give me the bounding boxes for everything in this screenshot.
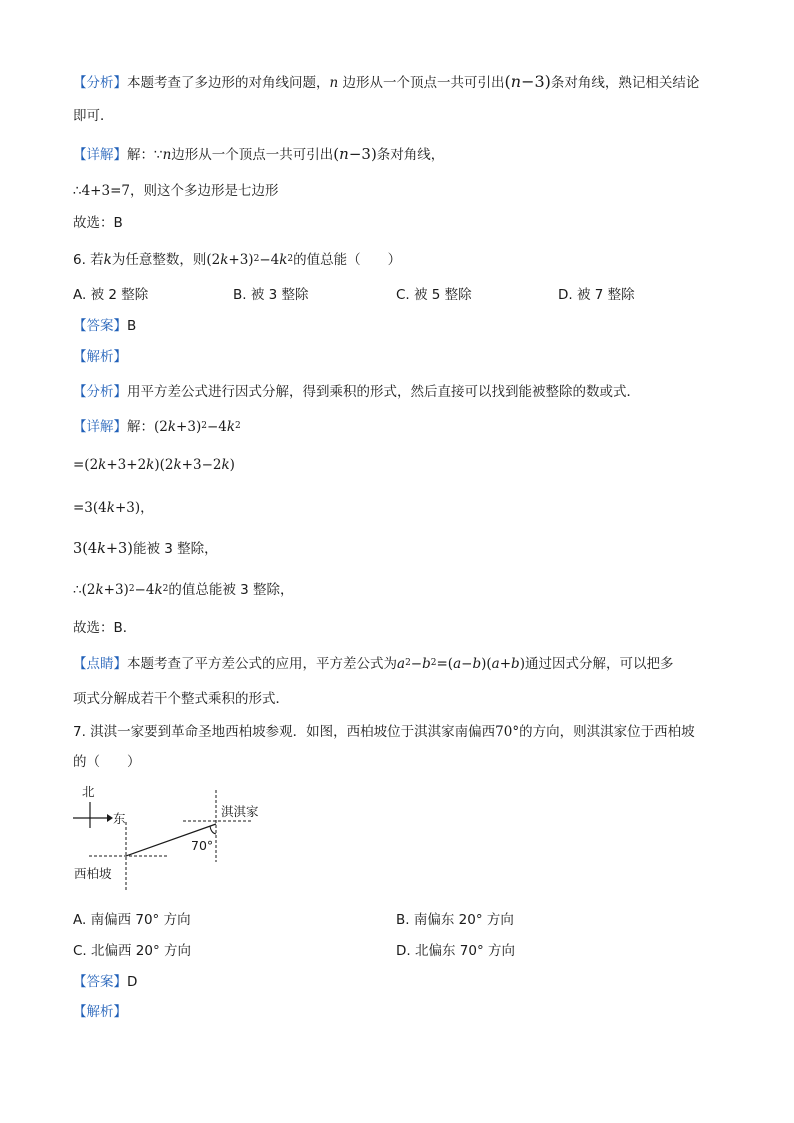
detail-tag: 【详解】 bbox=[73, 419, 127, 435]
q7-figure-svg bbox=[73, 782, 293, 892]
q7-stem-cont: 的（ ） bbox=[73, 754, 141, 770]
q6-jiexi-tag: 【解析】 bbox=[73, 349, 127, 365]
q7-stem-angle: 70° bbox=[495, 724, 520, 740]
q6-step1-expression: $(2k+3)^2-4k^2$ bbox=[154, 419, 241, 435]
q6-option-a[interactable]: A. 被 2 整除 bbox=[73, 287, 149, 303]
detail-text-3: 条对角线， bbox=[376, 147, 445, 163]
q6-option-b[interactable]: B. 被 3 整除 bbox=[233, 287, 309, 303]
angle-label: 70° bbox=[191, 838, 214, 853]
q7-option-c[interactable]: C. 北偏西 20° 方向 bbox=[73, 943, 192, 959]
q6-step4-tail: 能被 3 整除， bbox=[132, 541, 218, 557]
q6-step5 bbox=[73, 580, 294, 600]
q6-option-d[interactable]: D. 被 7 整除 bbox=[558, 287, 635, 303]
q7-option-b[interactable]: B. 南偏东 20° 方向 bbox=[396, 912, 514, 928]
q6-choose: 故选：B． bbox=[73, 620, 137, 636]
detail-text: 解：∵ bbox=[127, 147, 163, 163]
answer-tag: 【答案】 bbox=[73, 318, 127, 334]
q6-step5-tail: 的值总能被 3 整除， bbox=[168, 582, 294, 598]
answer-tag: 【答案】 bbox=[73, 974, 127, 990]
q6-step4-expression: 3(4k+3) bbox=[73, 541, 133, 557]
detail-text-2: 边形从一个顶点一共可引出 bbox=[171, 147, 334, 163]
q6-step3-tail: ， bbox=[140, 500, 154, 516]
math-n: n bbox=[329, 75, 339, 91]
q6-option-c[interactable]: C. 被 5 整除 bbox=[396, 287, 472, 303]
detail-tag: 【详解】 bbox=[73, 147, 127, 163]
q6-analysis-line bbox=[73, 382, 640, 402]
q7-direction-figure bbox=[73, 782, 293, 892]
qiqi-home-label: 淇淇家 bbox=[221, 804, 259, 819]
q6-stem-text-2: 为任意整数，则 bbox=[111, 252, 207, 268]
math-n-minus-3: (n−3) bbox=[504, 72, 551, 91]
q6-answer-line bbox=[73, 316, 136, 336]
q6-step3 bbox=[73, 498, 154, 518]
q6-analysis-text: 用平方差公式进行因式分解，得到乘积的形式，然后直接可以找到能被整除的数或式． bbox=[127, 384, 640, 400]
q6-stem bbox=[73, 250, 401, 270]
q7-answer-line bbox=[73, 972, 137, 992]
difference-of-squares-formula: $a^2-b^2=(a-b)(a+b)$ bbox=[397, 656, 525, 672]
q7-answer: D bbox=[127, 974, 138, 990]
q6-dianjing-text: 本题考查了平方差公式的应用，平方差公式为 bbox=[127, 656, 397, 672]
xibaipo-label: 西柏坡 bbox=[74, 866, 112, 881]
q6-dianjing-text-2: 通过因式分解，可以把多 bbox=[524, 656, 674, 672]
q6-detail-line bbox=[73, 417, 241, 437]
angle-arc bbox=[210, 826, 216, 834]
north-label: 北 bbox=[82, 784, 95, 799]
calc-text: ，则这个多边形是七边形 bbox=[129, 183, 279, 199]
analysis-text-3: 条对角线，熟记相关结论 bbox=[550, 75, 700, 91]
q6-step3-expression: =3(4k+3) bbox=[73, 500, 141, 516]
q7-stem bbox=[73, 722, 695, 742]
q7-option-a[interactable]: A. 南偏西 70° 方向 bbox=[73, 912, 191, 928]
q6-dianjing-line bbox=[73, 654, 673, 674]
math-n: n bbox=[162, 147, 172, 163]
analysis-tag: 【分析】 bbox=[73, 75, 127, 91]
analysis-tag: 【分析】 bbox=[73, 384, 127, 400]
q6-stem-text: 6. 若 bbox=[73, 252, 104, 268]
q6-step4 bbox=[73, 539, 218, 559]
analysis-cont-line: 即可． bbox=[73, 108, 114, 124]
analysis-text: 本题考查了多边形的对角线问题， bbox=[127, 75, 330, 91]
therefore-symbol: ∴ bbox=[73, 183, 82, 199]
q7-stem-text-2: 的方向，则淇淇家位于西柏坡 bbox=[519, 724, 695, 740]
analysis-text-2: 边形从一个顶点一共可引出 bbox=[342, 75, 505, 91]
calc-expression: 4+3=7 bbox=[81, 183, 130, 199]
math-k: k bbox=[103, 252, 112, 268]
east-label: 东 bbox=[113, 811, 126, 826]
q7-jiexi-tag: 【解析】 bbox=[73, 1004, 127, 1020]
q6-step2: =(2k+3+2k)(2k+3−2k) bbox=[73, 457, 235, 473]
math-n-minus-3: (n−3) bbox=[333, 145, 377, 163]
q6-answer: B bbox=[127, 318, 137, 334]
choose-line: 故选：B bbox=[73, 215, 123, 231]
analysis-line bbox=[73, 72, 699, 93]
q7-option-d[interactable]: D. 北偏东 70° 方向 bbox=[396, 943, 515, 959]
q7-stem-text: 7. 淇淇一家要到革命圣地西柏坡参观．如图，西柏坡位于淇淇家南偏西 bbox=[73, 724, 496, 740]
detail-line bbox=[73, 144, 444, 165]
dianjing-tag: 【点睛】 bbox=[73, 656, 127, 672]
calc-line bbox=[73, 181, 278, 201]
q6-dianjing-cont: 项式分解成若干个整式乘积的形式． bbox=[73, 691, 289, 707]
q6-expression: $(2k+3)^2-4k^2$ bbox=[206, 252, 294, 268]
q6-stem-text-3: 的值总能（ ） bbox=[293, 252, 402, 268]
q6-step5-expression: $\therefore(2k+3)^2-4k^2$ bbox=[73, 582, 169, 598]
q6-detail-text: 解： bbox=[127, 419, 154, 435]
